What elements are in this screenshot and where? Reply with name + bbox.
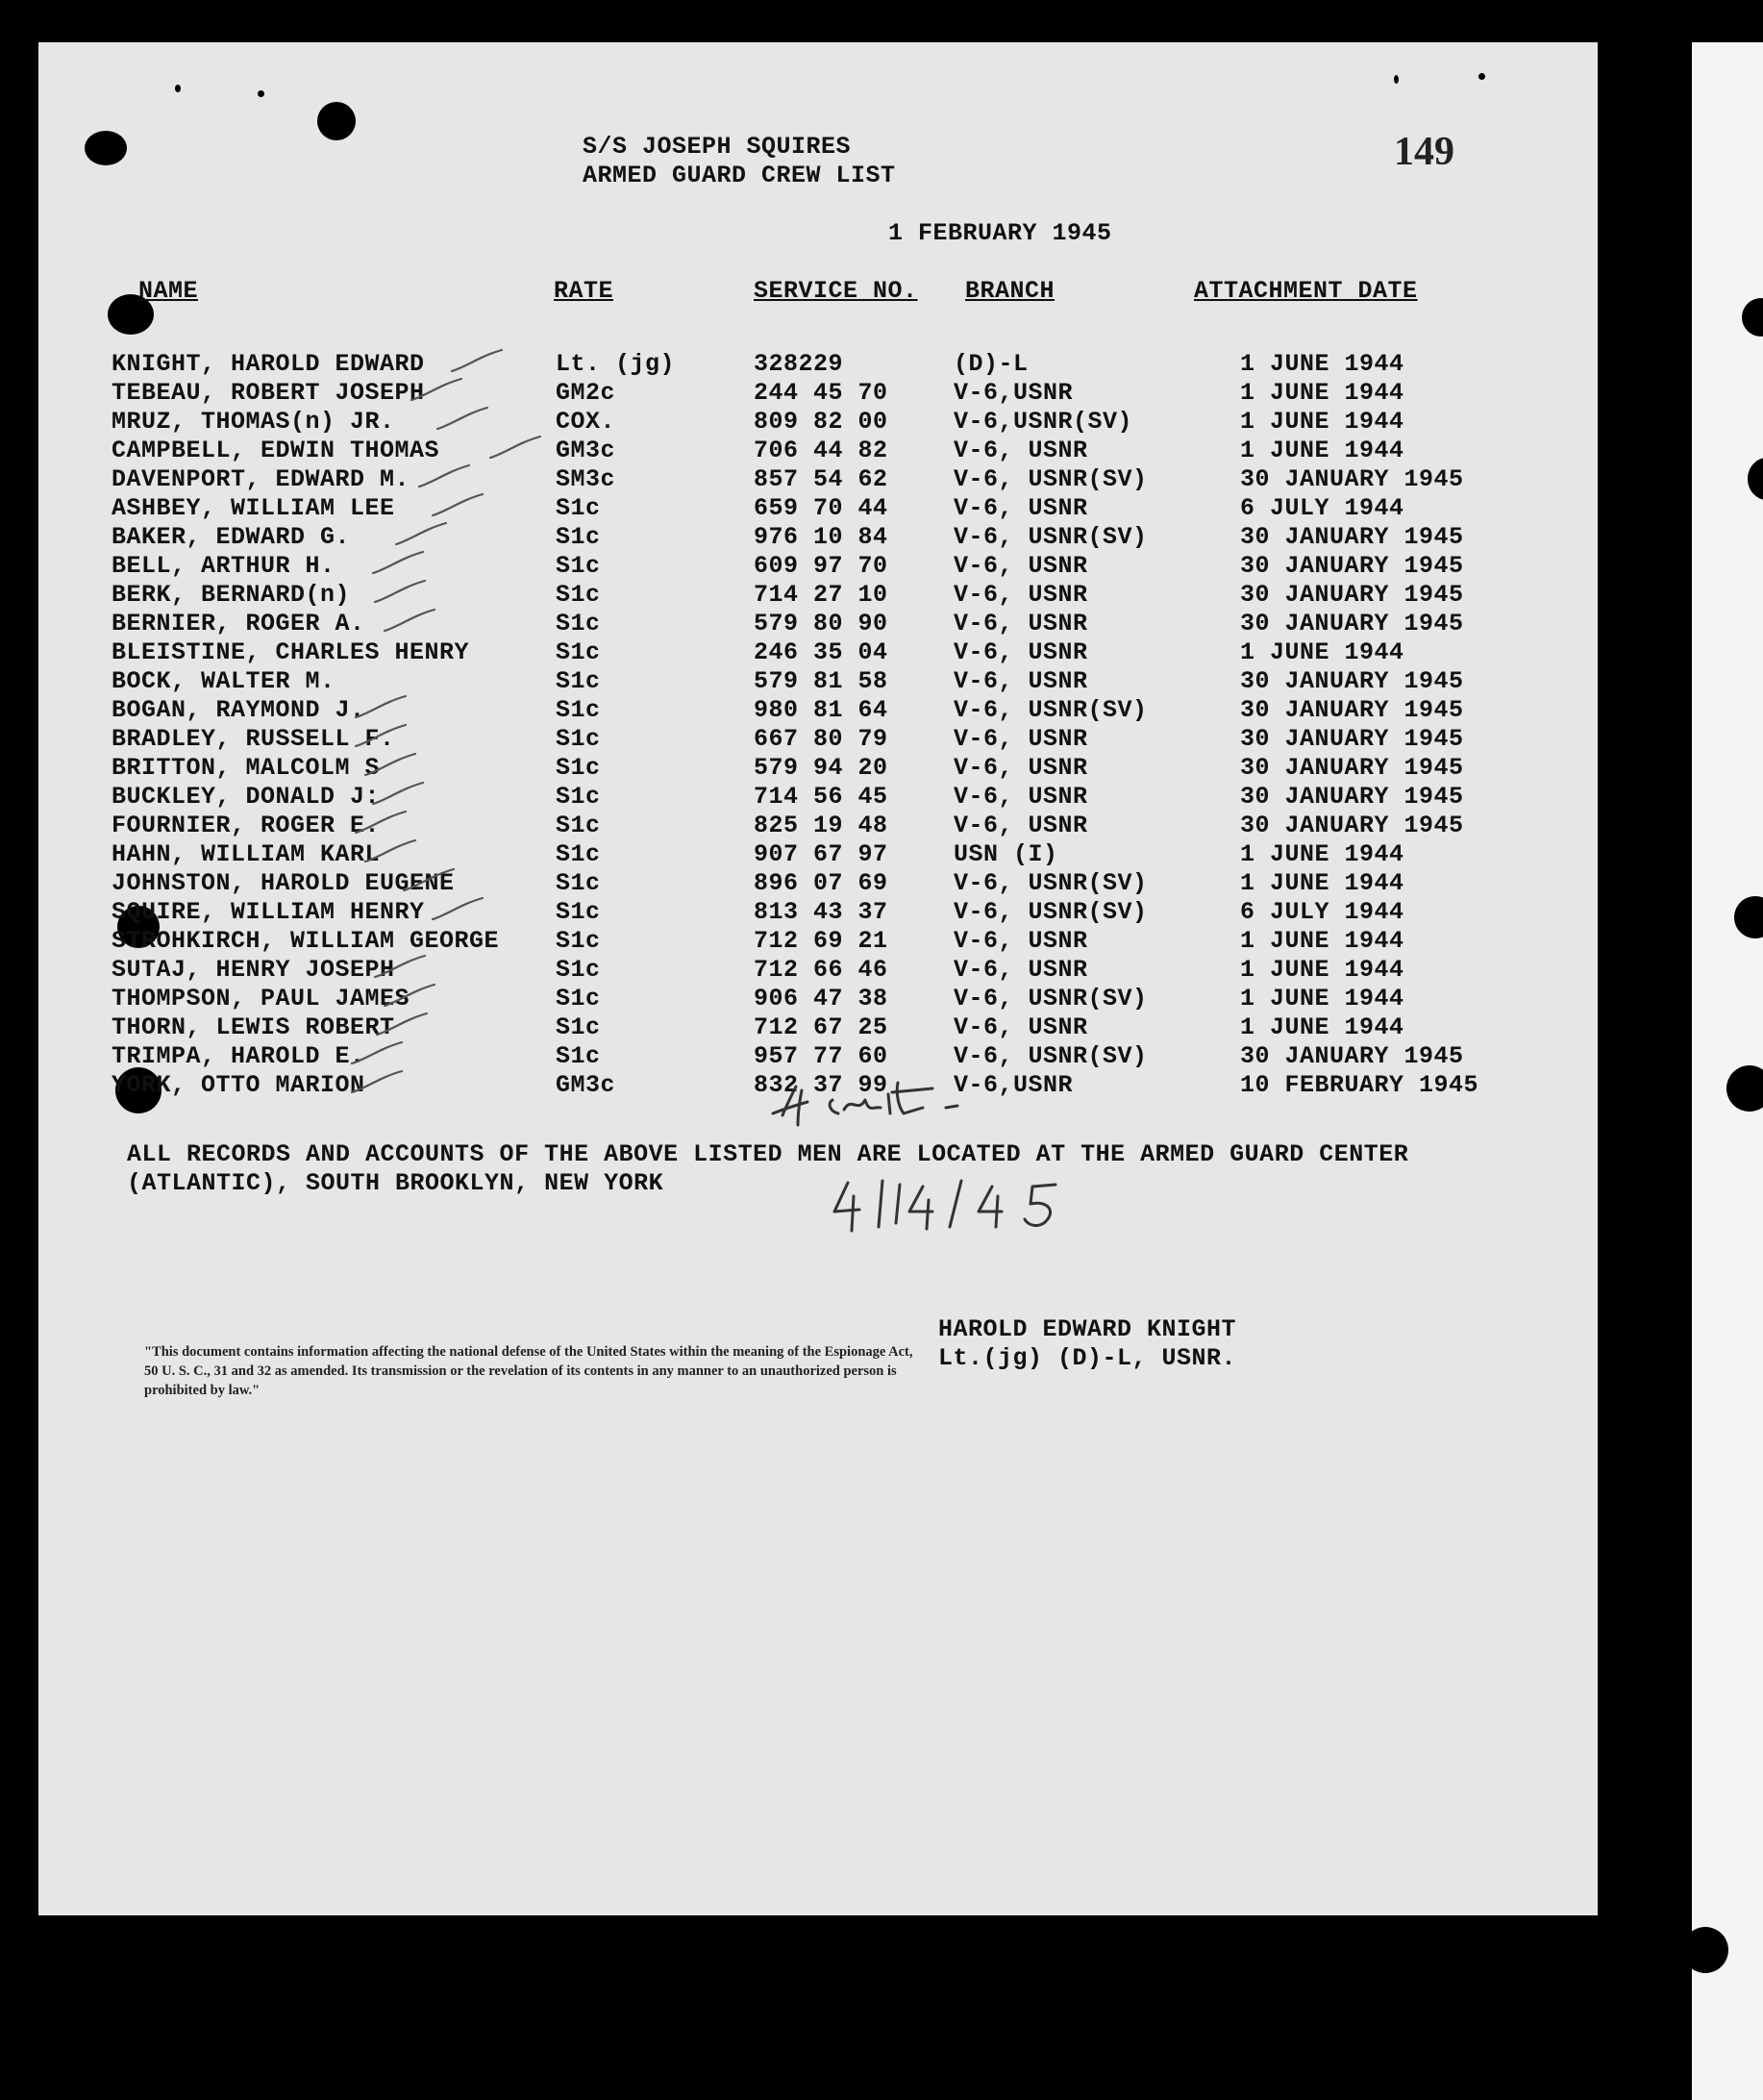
cell-rate: S1c (556, 898, 601, 926)
cell-name: BERK, BERNARD(n) (112, 581, 351, 609)
cell-branch: V-6, USNR (954, 1013, 1088, 1041)
cell-attachment-date: 30 JANUARY 1945 (1240, 610, 1464, 638)
document-page (38, 42, 1598, 1915)
cell-attachment-date: 6 JULY 1944 (1240, 898, 1404, 926)
cell-rate: S1c (556, 1013, 601, 1041)
pencil-check-mark (356, 812, 406, 833)
cell-rate: S1c (556, 638, 601, 666)
header-branch: BRANCH (965, 277, 1055, 305)
cell-attachment-date: 1 JUNE 1944 (1240, 985, 1404, 1012)
cell-attachment-date: 30 JANUARY 1945 (1240, 754, 1464, 782)
cell-name: DAVENPORT, EDWARD M. (112, 465, 410, 493)
cell-name: BRITTON, MALCOLM S (112, 754, 381, 782)
cell-rate: S1c (556, 812, 601, 839)
cell-service-no: 706 44 82 (754, 437, 888, 464)
cell-name: STROHKIRCH, WILLIAM GEORGE (112, 927, 500, 955)
cell-branch: V-6, USNR (954, 927, 1088, 955)
pencil-check-mark (396, 523, 446, 544)
cell-branch: V-6,USNR (954, 1071, 1074, 1099)
cell-attachment-date: 6 JULY 1944 (1240, 494, 1404, 522)
cell-rate: S1c (556, 552, 601, 580)
cell-branch: V-6, USNR(SV) (954, 985, 1148, 1012)
cell-name: BUCKLEY, DONALD J: (112, 783, 381, 811)
cell-name: BERNIER, ROGER A. (112, 610, 365, 638)
cell-service-no: 906 47 38 (754, 985, 888, 1012)
cell-service-no: 579 81 58 (754, 667, 888, 695)
cell-name: BOGAN, RAYMOND J. (112, 696, 365, 724)
cell-attachment-date: 1 JUNE 1944 (1240, 638, 1404, 666)
cell-attachment-date: 1 JUNE 1944 (1240, 927, 1404, 955)
cell-rate: S1c (556, 985, 601, 1012)
cell-branch: V-6, USNR (954, 725, 1088, 753)
cell-service-no: 857 54 62 (754, 465, 888, 493)
records-note-line1: ALL RECORDS AND ACCOUNTS OF THE ABOVE LISTED MEN ARE LOCATED AT THE ARMED GUARD CENTER (127, 1140, 1409, 1168)
cell-rate: GM2c (556, 379, 616, 407)
document-date: 1 FEBRUARY 1945 (888, 219, 1112, 247)
pencil-check-mark (404, 869, 454, 890)
cell-rate: S1c (556, 523, 601, 551)
cell-service-no: 714 56 45 (754, 783, 888, 811)
cell-branch: V-6, USNR (954, 812, 1088, 839)
pencil-check-mark (356, 725, 406, 746)
pencil-check-mark (433, 494, 483, 515)
cell-service-no: 813 43 37 (754, 898, 888, 926)
cell-name: ASHBEY, WILLIAM LEE (112, 494, 395, 522)
handwritten-signature (769, 1071, 1134, 1187)
cell-attachment-date: 1 JUNE 1944 (1240, 1013, 1404, 1041)
pencil-check-mark (433, 898, 483, 919)
cell-service-no: 976 10 84 (754, 523, 888, 551)
cell-service-no: 328229 (754, 350, 844, 378)
cell-branch: V-6, USNR(SV) (954, 898, 1148, 926)
cell-rate: COX. (556, 408, 616, 436)
header-rate: RATE (554, 277, 614, 305)
cell-rate: S1c (556, 869, 601, 897)
page-number: 149 (1394, 130, 1454, 174)
cell-service-no: 825 19 48 (754, 812, 888, 839)
tick-marks (38, 42, 1598, 1915)
cell-attachment-date: 1 JUNE 1944 (1240, 869, 1404, 897)
cell-name: TEBEAU, ROBERT JOSEPH (112, 379, 425, 407)
pencil-check-mark (490, 437, 540, 458)
handwritten-date (827, 1173, 1173, 1250)
pencil-check-mark (373, 783, 423, 804)
cell-rate: GM3c (556, 1071, 616, 1099)
cell-rate: S1c (556, 1042, 601, 1070)
pencil-check-mark (375, 956, 425, 977)
cell-attachment-date: 30 JANUARY 1945 (1240, 1042, 1464, 1070)
punch-hole (1682, 1927, 1728, 1973)
pencil-check-mark (352, 1042, 402, 1063)
cell-attachment-date: 10 FEBRUARY 1945 (1240, 1071, 1479, 1099)
cell-rate: S1c (556, 667, 601, 695)
cell-name: MRUZ, THOMAS(n) JR. (112, 408, 395, 436)
cell-branch: V-6, USNR(SV) (954, 465, 1148, 493)
cell-service-no: 714 27 10 (754, 581, 888, 609)
cell-attachment-date: 1 JUNE 1944 (1240, 956, 1404, 984)
cell-branch: V-6, USNR(SV) (954, 869, 1148, 897)
pencil-check-mark (356, 696, 406, 717)
cell-attachment-date: 1 JUNE 1944 (1240, 840, 1404, 868)
cell-name: HAHN, WILLIAM KARL (112, 840, 381, 868)
cell-service-no: 579 80 90 (754, 610, 888, 638)
cell-service-no: 957 77 60 (754, 1042, 888, 1070)
cell-rate: GM3c (556, 437, 616, 464)
cell-name: SUTAJ, HENRY JOSEPH (112, 956, 395, 984)
cell-attachment-date: 30 JANUARY 1945 (1240, 812, 1464, 839)
cell-rate: Lt. (jg) (556, 350, 676, 378)
cell-service-no: 980 81 64 (754, 696, 888, 724)
cell-rate: S1c (556, 725, 601, 753)
cell-name: CAMPBELL, EDWIN THOMAS (112, 437, 440, 464)
cell-name: YORK, OTTO MARION (112, 1071, 365, 1099)
cell-service-no: 896 07 69 (754, 869, 888, 897)
cell-branch: V-6, USNR (954, 610, 1088, 638)
cell-branch: V-6, USNR (954, 956, 1088, 984)
cell-name: THOMPSON, PAUL JAMES (112, 985, 410, 1012)
cell-name: BRADLEY, RUSSELL F. (112, 725, 395, 753)
pencil-check-mark (375, 581, 425, 602)
cell-name: JOHNSTON, HAROLD EUGENE (112, 869, 455, 897)
cell-name: BAKER, EDWARD G. (112, 523, 351, 551)
pencil-check-mark (373, 552, 423, 573)
cell-attachment-date: 30 JANUARY 1945 (1240, 696, 1464, 724)
cell-attachment-date: 30 JANUARY 1945 (1240, 523, 1464, 551)
cell-service-no: 809 82 00 (754, 408, 888, 436)
cell-branch: V-6,USNR (954, 379, 1074, 407)
cell-rate: S1c (556, 494, 601, 522)
cell-branch: V-6, USNR (954, 754, 1088, 782)
cell-service-no: 712 69 21 (754, 927, 888, 955)
pencil-check-mark (437, 408, 487, 429)
cell-branch: V-6, USNR(SV) (954, 1042, 1148, 1070)
cell-service-no: 712 67 25 (754, 1013, 888, 1041)
pencil-check-mark (385, 985, 435, 1006)
cell-branch: USN (I) (954, 840, 1058, 868)
cell-branch: V-6, USNR (954, 494, 1088, 522)
document-title: S/S JOSEPH SQUIRES (583, 133, 852, 161)
cell-rate: S1c (556, 783, 601, 811)
cell-service-no: 667 80 79 (754, 725, 888, 753)
cell-name: TRIMPA, HAROLD E. (112, 1042, 365, 1070)
pencil-check-mark (365, 840, 415, 862)
cell-name: THORN, LEWIS ROBERT (112, 1013, 395, 1041)
pencil-check-mark (352, 1071, 402, 1092)
cell-name: BLEISTINE, CHARLES HENRY (112, 638, 470, 666)
espionage-act-notice: "This document contains information affecting the national defense of the United States within the meaning of the Espionage Act, 50 U. S. C., 31 and 32 as amended. Its transmission or the revelation of its contents in any manner to an unauthorized person is prohibited by law." (144, 1344, 913, 1398)
cell-branch: V-6, USNR (954, 667, 1088, 695)
cell-service-no: 579 94 20 (754, 754, 888, 782)
cell-rate: S1c (556, 581, 601, 609)
cell-service-no: 712 66 46 (754, 956, 888, 984)
pencil-check-mark (385, 610, 435, 631)
cell-attachment-date: 30 JANUARY 1945 (1240, 667, 1464, 695)
cell-branch: V-6, USNR (954, 638, 1088, 666)
cell-attachment-date: 30 JANUARY 1945 (1240, 465, 1464, 493)
cell-attachment-date: 1 JUNE 1944 (1240, 408, 1404, 436)
cell-name: FOURNIER, ROGER E. (112, 812, 381, 839)
signature-title: Lt.(jg) (D)-L, USNR. (938, 1344, 1237, 1372)
cell-attachment-date: 30 JANUARY 1945 (1240, 783, 1464, 811)
pencil-check-mark (411, 379, 461, 400)
cell-attachment-date: 30 JANUARY 1945 (1240, 725, 1464, 753)
cell-rate: S1c (556, 610, 601, 638)
cell-service-no: 246 35 04 (754, 638, 888, 666)
cell-name: KNIGHT, HAROLD EDWARD (112, 350, 425, 378)
cell-attachment-date: 30 JANUARY 1945 (1240, 581, 1464, 609)
pencil-check-mark (377, 1013, 427, 1035)
cell-branch: V-6,USNR(SV) (954, 408, 1133, 436)
cell-attachment-date: 1 JUNE 1944 (1240, 437, 1404, 464)
cell-rate: S1c (556, 754, 601, 782)
cell-branch: (D)-L (954, 350, 1029, 378)
cell-attachment-date: 1 JUNE 1944 (1240, 350, 1404, 378)
pencil-check-mark (452, 350, 502, 371)
records-note-line2: (ATLANTIC), SOUTH BROOKLYN, NEW YORK (127, 1169, 664, 1197)
cell-service-no: 907 67 97 (754, 840, 888, 868)
cell-branch: V-6, USNR (954, 437, 1088, 464)
cell-rate: S1c (556, 696, 601, 724)
header-service-no: SERVICE NO. (754, 277, 918, 305)
cell-branch: V-6, USNR (954, 581, 1088, 609)
cell-rate: S1c (556, 840, 601, 868)
header-attachment-date: ATTACHMENT DATE (1194, 277, 1418, 305)
document-subtitle: ARMED GUARD CREW LIST (583, 162, 896, 189)
header-name: NAME (138, 277, 199, 305)
cell-branch: V-6, USNR(SV) (954, 523, 1148, 551)
cell-service-no: 832 37 99 (754, 1071, 888, 1099)
cell-name: BELL, ARTHUR H. (112, 552, 335, 580)
cell-rate: S1c (556, 956, 601, 984)
pencil-check-mark (419, 465, 469, 487)
cell-service-no: 659 70 44 (754, 494, 888, 522)
cell-attachment-date: 1 JUNE 1944 (1240, 379, 1404, 407)
cell-name: SQUIRE, WILLIAM HENRY (112, 898, 425, 926)
signature-name: HAROLD EDWARD KNIGHT (938, 1315, 1237, 1343)
cell-attachment-date: 30 JANUARY 1945 (1240, 552, 1464, 580)
cell-branch: V-6, USNR(SV) (954, 696, 1148, 724)
cell-service-no: 609 97 70 (754, 552, 888, 580)
cell-name: BOCK, WALTER M. (112, 667, 335, 695)
cell-branch: V-6, USNR (954, 783, 1088, 811)
cell-rate: S1c (556, 927, 601, 955)
cell-rate: SM3c (556, 465, 616, 493)
cell-branch: V-6, USNR (954, 552, 1088, 580)
cell-service-no: 244 45 70 (754, 379, 888, 407)
pencil-check-mark (365, 754, 415, 775)
